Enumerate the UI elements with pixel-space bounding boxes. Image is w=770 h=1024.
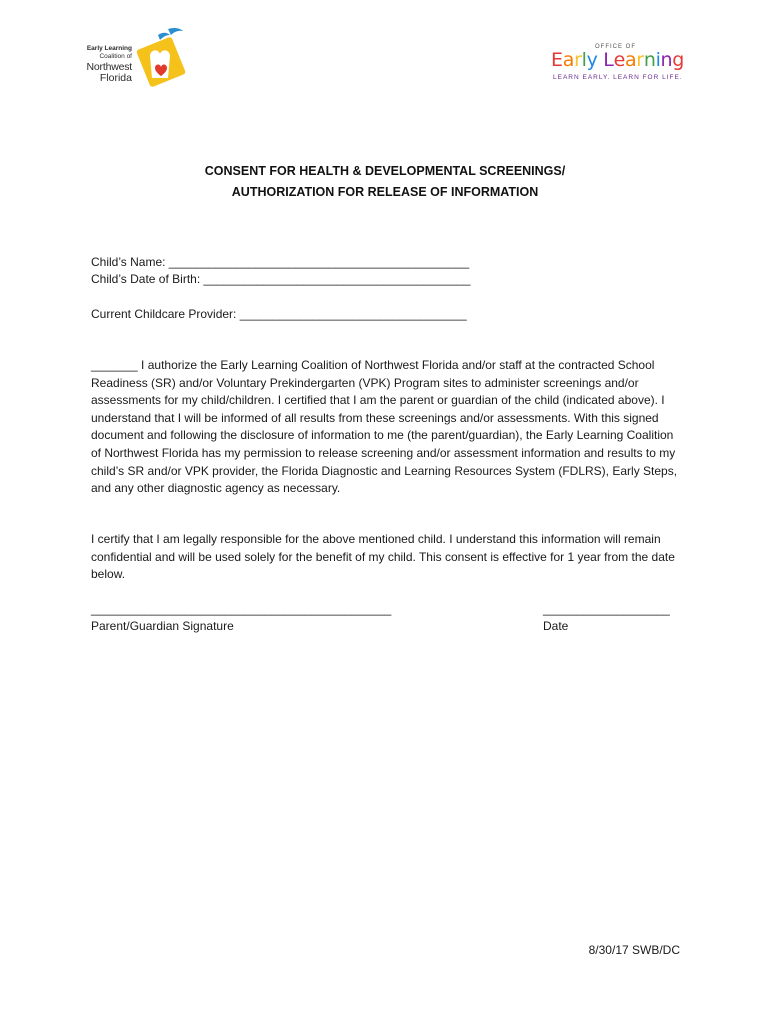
certify-text: I certify that I am legally responsible for the above mentioned child. I understand this information will remain confidential and will be used solely for the benefit of my child. This consent is effective for 1 year from the date below. [91, 532, 675, 582]
authorization-paragraph [91, 357, 681, 498]
document-title [0, 161, 770, 203]
elc-logo-line4: Florida [99, 71, 132, 84]
signature-line[interactable]: _____________________________________________ [91, 602, 392, 616]
footer-revision-code: 8/30/17 SWB/DC [588, 943, 680, 957]
elc-northwest-florida-logo [72, 26, 184, 96]
signature-label: Parent/Guardian Signature [91, 619, 234, 633]
authorization-text: _______ I authorize the Early Learning Coalition of Northwest Florida and/or staff at the contracted School Readiness (SR) and/or Voluntary Prekindergarten (VPK) Program sites to administer screenings and/or assessments for my child/children. I certified that I am the parent or guardian of the child (indicated above). I understand that I will be informed of all results from these screenings and/or assessments. With this signed document and following the disclosure of information to me (the parent/guardian), the Early Learning Coalition of Northwest Florida has my permission to release screening and/or assessment information and results to my child’s SR and/or VPK provider, the Florida Diagnostic and Learning Resources System (FDLRS), Early Steps, and any other diagnostic agency as necessary. [91, 358, 678, 496]
office-of-early-learning-logo [551, 44, 685, 84]
elc-logo-text [72, 46, 132, 83]
elc-logo-line3: Northwest [86, 61, 132, 73]
elc-logo-line1: Early Learning [86, 45, 132, 52]
date-line[interactable]: ___________________ [543, 602, 670, 616]
childcare-provider-field[interactable]: Current Childcare Provider: __________________________________ [91, 307, 467, 321]
elc-logo-line2: Coalition of [99, 52, 132, 60]
child-dob-field[interactable]: Child’s Date of Birth: ________________________________________ [91, 272, 471, 286]
early-learning-wordmark: Early Learning [551, 49, 685, 71]
hand-heart-icon [128, 26, 188, 96]
tagline-text: LEARN EARLY. LEARN FOR LIFE. [553, 74, 683, 81]
title-line-1: CONSENT FOR HEALTH & DEVELOPMENTAL SCREENINGS/ [204, 164, 566, 178]
date-label: Date [543, 619, 569, 633]
title-line-2: AUTHORIZATION FOR RELEASE OF INFORMATION [231, 185, 539, 199]
child-name-field[interactable]: Child’s Name: _____________________________________________ [91, 255, 470, 269]
office-of-text: OFFICE OF [595, 44, 636, 50]
certify-paragraph [91, 531, 681, 584]
